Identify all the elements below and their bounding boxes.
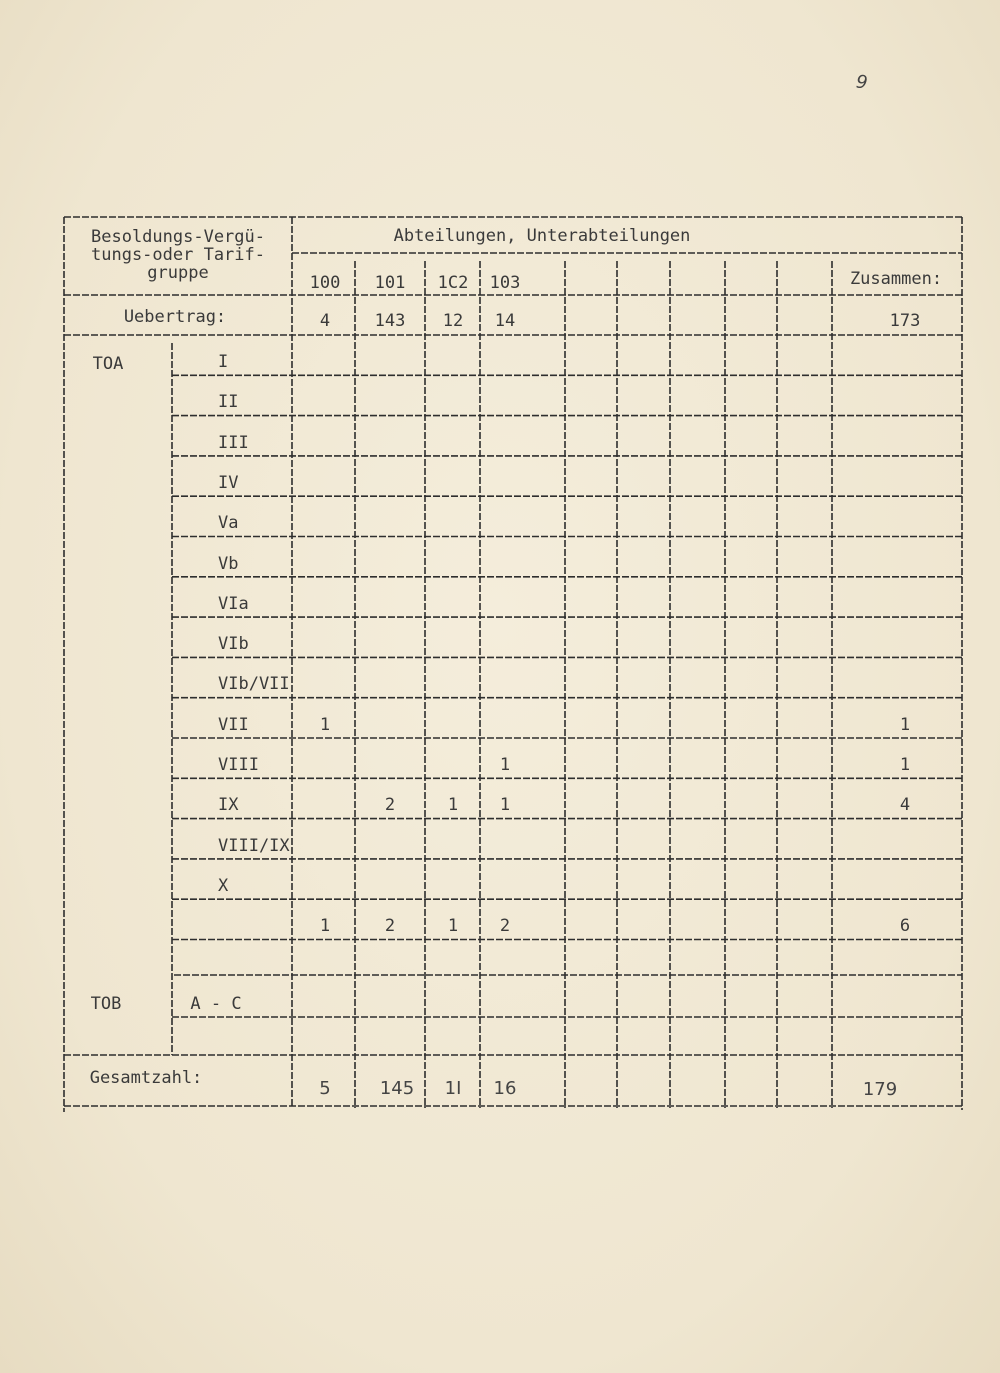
carryover-value: 14 xyxy=(494,311,516,331)
grade-label: VIb/VII xyxy=(218,674,290,695)
group-header-line: Besoldungs-Vergü- xyxy=(91,227,265,247)
grade-label: II xyxy=(218,392,239,413)
carryover-value: 143 xyxy=(374,311,406,331)
grade-label: VIII/IX xyxy=(218,835,290,856)
grade-label: VIII xyxy=(218,755,259,775)
department-header: 100 xyxy=(309,273,341,293)
grade-total: 1 xyxy=(899,755,911,775)
grade-label: Va xyxy=(218,513,239,534)
grand-total-sum: 179 xyxy=(862,1079,898,1100)
grade-total: 1 xyxy=(899,714,911,735)
grand-total-value: 16 xyxy=(493,1078,517,1099)
grade-label: I xyxy=(218,352,229,372)
grade-value: 1 xyxy=(447,795,459,816)
grand-total-value: 145 xyxy=(379,1078,415,1099)
grade-label: IV xyxy=(218,472,239,493)
grade-value: 1 xyxy=(499,755,511,775)
grade-label: VIa xyxy=(218,593,249,614)
grand-total-value: 1I xyxy=(444,1078,462,1099)
grand-total-label: Gesamtzahl: xyxy=(89,1068,203,1088)
group-header-line: tungs-oder Tarif- xyxy=(91,245,265,265)
total-header: Zusammen: xyxy=(849,269,943,289)
grade-total: 4 xyxy=(899,795,911,816)
grade-label: III xyxy=(218,432,249,453)
grade-value: 2 xyxy=(384,795,396,816)
grade-label: Vb xyxy=(218,553,239,574)
departments-title: Abteilungen, Unterabteilungen xyxy=(393,226,691,246)
grand-total-value: 5 xyxy=(319,1078,331,1099)
page-number: 9 xyxy=(854,71,869,94)
grade-label: X xyxy=(218,875,229,896)
grade-label: VIb xyxy=(218,634,249,655)
grade-value: 1 xyxy=(319,714,331,735)
grade-label: VII xyxy=(218,714,249,735)
department-header: 101 xyxy=(374,273,406,293)
carryover-value: 4 xyxy=(319,311,331,331)
grade-value: 1 xyxy=(447,916,459,937)
carryover-value: 12 xyxy=(442,311,464,331)
tob-label: TOB xyxy=(90,994,122,1014)
grade-label: IX xyxy=(218,795,239,816)
grade-total: 6 xyxy=(899,916,911,937)
carryover-label: Uebertrag: xyxy=(123,307,227,327)
grade-value: 2 xyxy=(499,916,511,937)
carryover-total: 173 xyxy=(889,311,921,331)
grade-value: 1 xyxy=(319,916,331,937)
tob-grade: A - C xyxy=(190,994,242,1014)
grade-value: 2 xyxy=(384,916,396,937)
grade-value: 1 xyxy=(499,795,511,816)
toa-label: TOA xyxy=(92,354,124,374)
department-header: 103 xyxy=(489,273,521,293)
department-header: 1C2 xyxy=(437,273,469,293)
group-header-line: gruppe xyxy=(147,263,209,283)
